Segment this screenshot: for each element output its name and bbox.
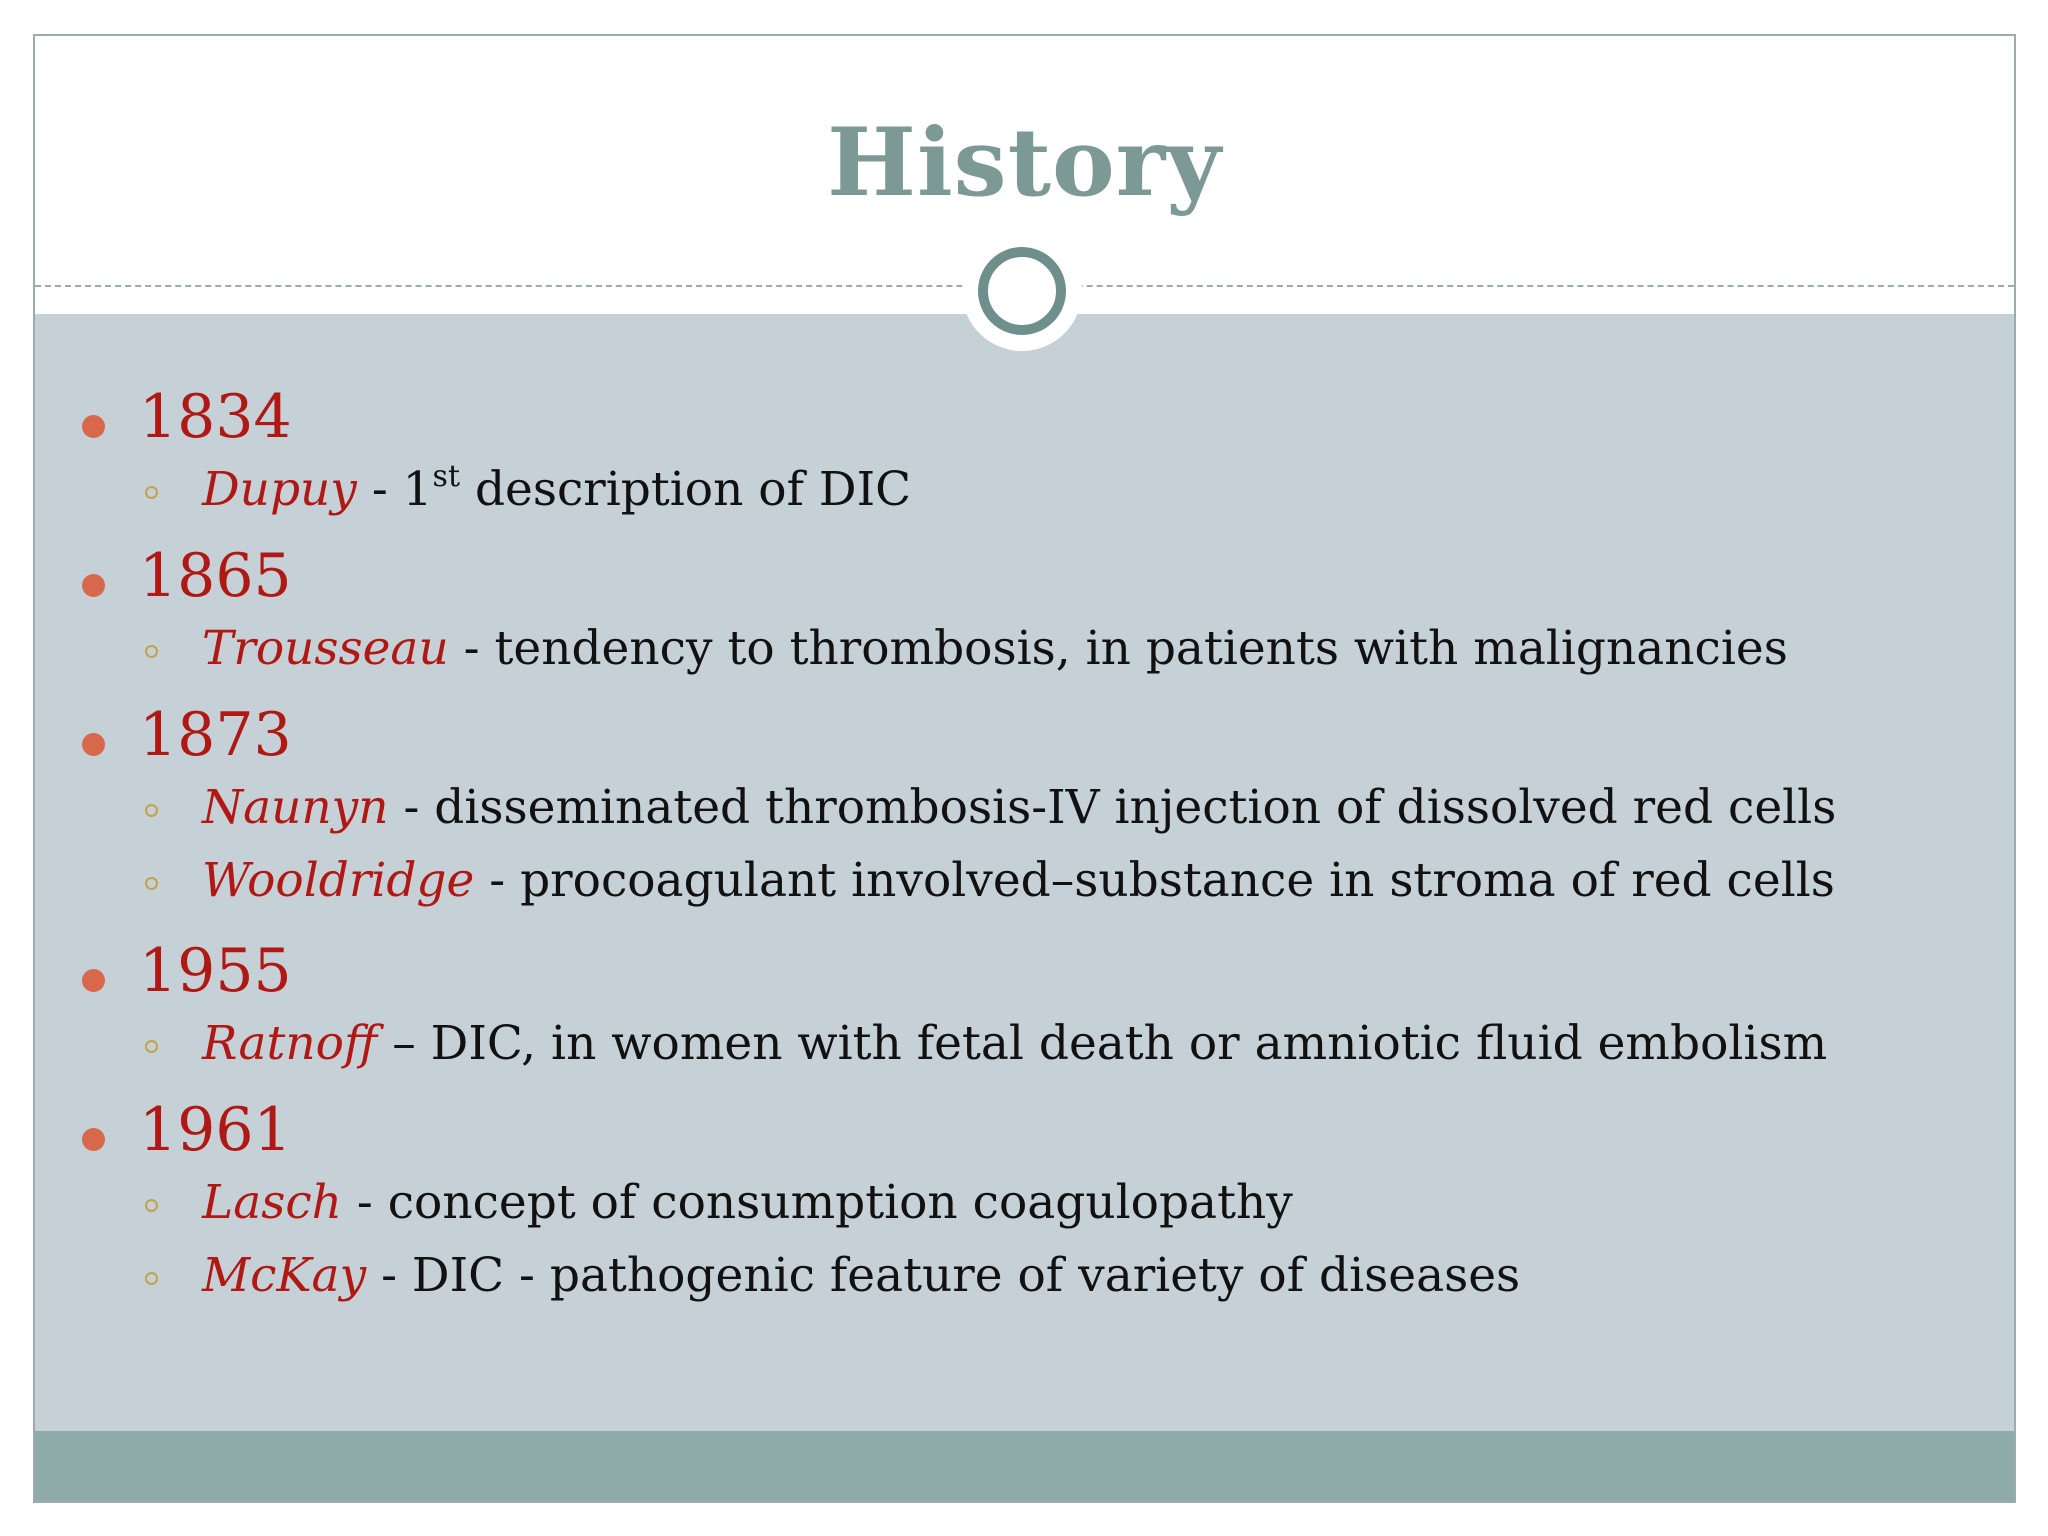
year-label: 1865 [139,541,292,611]
list-item-event [35,1166,2014,1239]
list-item-year [35,381,2014,453]
bullet-ring-icon [145,1272,158,1285]
person-name: Naunyn [202,780,389,835]
list-item-year [35,1094,2014,1166]
person-name: Trousseau [202,621,449,676]
slide-title: History [827,108,1222,218]
bullet-ring-icon [145,804,158,817]
list-item-event [35,612,2014,685]
event-description: description of DIC [460,462,912,517]
bullet-ring-icon [145,877,158,890]
list-item-event [35,1239,2014,1312]
event-prefix: - 1 [356,462,433,517]
person-name: Ratnoff [202,1016,378,1071]
event-description: - DIC - pathogenic feature of variety of diseases [366,1248,1521,1303]
event-description: - concept of consumption coagulopathy [341,1175,1293,1230]
bullet-dot-icon [82,969,105,992]
year-label: 1961 [139,1095,292,1165]
event-text [202,1007,1827,1080]
bullet-ring-icon [145,1040,158,1053]
bullet-dot-icon [82,574,105,597]
bullet-dot-icon [82,415,105,438]
list-item-event [35,453,2014,526]
bullet-dot-icon [82,733,105,756]
event-text [202,844,1835,917]
bullet-dot-icon [82,1128,105,1151]
list-item-event [35,844,2014,917]
list-item-year [35,699,2014,771]
event-text [202,771,1836,844]
list-item-event [35,771,2014,844]
bullet-ring-icon [145,486,158,499]
person-name: Dupuy [202,462,357,517]
year-label: 1873 [139,700,292,770]
event-description: – DIC, in women with fetal death or amniotic fluid embolism [377,1016,1828,1071]
person-name: Lasch [202,1175,342,1230]
event-text [202,612,1788,685]
person-name: McKay [202,1248,367,1303]
divider-circle-icon [978,247,1066,335]
event-description: - procoagulant involved–substance in stroma of red cells [474,853,1835,908]
slide [33,34,2016,1503]
ordinal-suffix: st [432,459,460,495]
event-text [202,1166,1293,1239]
bullet-ring-icon [145,1199,158,1212]
list-item-year [35,540,2014,612]
event-text [202,453,911,526]
person-name: Wooldridge [202,853,475,908]
year-label: 1955 [139,936,292,1006]
history-list [35,381,2014,1312]
event-text [202,1239,1520,1312]
footer-bar [35,1431,2014,1501]
event-description: - tendency to thrombosis, in patients with malignancies [448,621,1788,676]
spacer [35,917,2014,935]
event-description: - disseminated thrombosis-IV injection of dissolved red cells [388,780,1837,835]
year-label: 1834 [139,382,292,452]
list-item-event [35,1007,2014,1080]
list-item-year [35,935,2014,1007]
bullet-ring-icon [145,645,158,658]
